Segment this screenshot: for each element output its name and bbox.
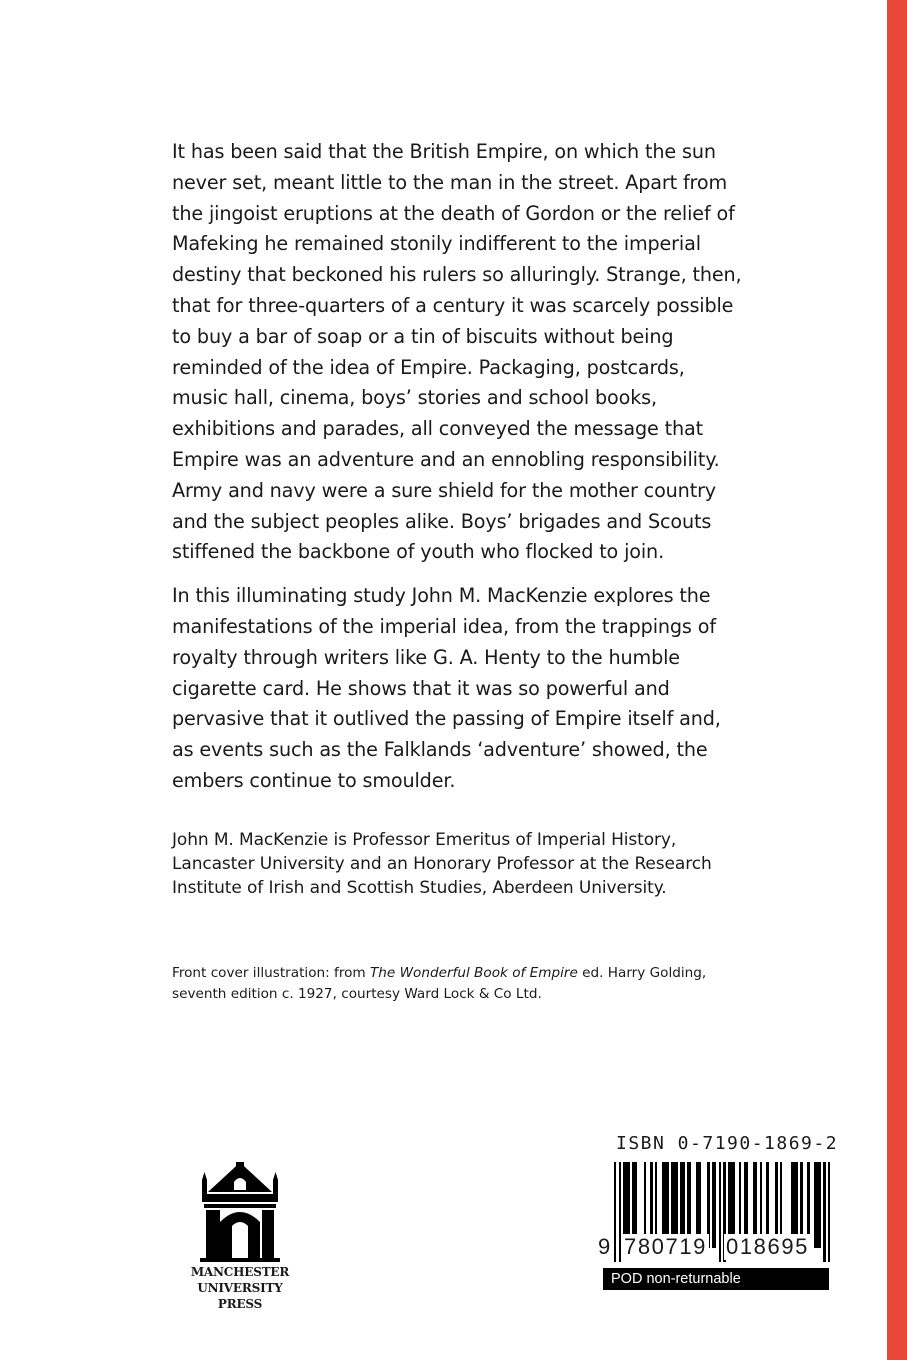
barcode-bar (823, 1162, 825, 1262)
barcode-bar (614, 1162, 616, 1262)
author-bio: John M. MacKenzie is Professor Emeritus of Imperial History, Lancaster University and an Honorary Professor at the Research Institute of Irish and Scottish Studies, Aberdeen University. (172, 830, 712, 898)
barcode-bar (828, 1162, 830, 1262)
red-spine-strip (887, 0, 907, 1360)
publisher-line-2: UNIVERSITY PRESS (197, 1281, 283, 1311)
ean-first-digit: 9 (598, 1234, 611, 1259)
barcode-bar (619, 1162, 621, 1262)
cover-credit (172, 963, 742, 1005)
barcode-bar (819, 1162, 821, 1248)
publisher-logo (180, 1162, 300, 1311)
pod-non-returnable-label: POD non-returnable (603, 1268, 829, 1290)
cover-credit-book-title: The Wonderful Book of Empire (370, 965, 578, 981)
barcode-bar (719, 1162, 721, 1262)
publisher-line-1: MANCHESTER (190, 1265, 290, 1279)
blurb-text (172, 137, 742, 797)
blurb-paragraph-1: It has been said that the British Empire, on which the sun never set, meant little to the man in the street. Apart from the jingoist eruptions at the death of Gordon or the relief of Mafeking he remained stonily indifferent to the imperial destiny that beckoned his rulers so alluringly. Strange, then, that for three-quarters of a century it was scarcely possible to buy a bar of soap or a tin of biscuits without being reminded of the idea of Empire. Packaging, postcards, music hall, cinema, boys’ stories and school books, exhibitions and parades, all conveyed the message that Empire was an adventure and an ennobling responsibility. Army and navy were a sure shield for the mother country and the subject peoples alike. Boys’ brigades and Scouts stiffened the backbone of youth who flocked to join. (172, 140, 742, 564)
ean-right-digits: 018695 (726, 1234, 810, 1259)
cover-credit-suffix: ed. Harry Golding, seventh edition c. 1927, courtesy Ward Lock & Co Ltd. (172, 965, 707, 1002)
barcode-block (596, 1132, 840, 1294)
mup-building-logo-icon (200, 1162, 280, 1262)
publisher-name (180, 1264, 300, 1312)
isbn-label: ISBN 0-7190-1869-2 (616, 1133, 839, 1154)
barcode-bar (714, 1162, 716, 1248)
cover-credit-prefix: Front cover illustration: from (172, 965, 370, 981)
ean-left-digits: 780719 (624, 1234, 708, 1259)
blurb-paragraph-2: In this illuminating study John M. MacKenzie explores the manifestations of the imperial idea, from the trappings of royalty through writers like G. A. Henty to the humble cigarette card. He shows that it was so powerful and pervasive that it outlived the passing of Empire itself and, as events such as the Falklands ‘adventure’ showed, the embers continue to smoulder. (172, 584, 721, 792)
